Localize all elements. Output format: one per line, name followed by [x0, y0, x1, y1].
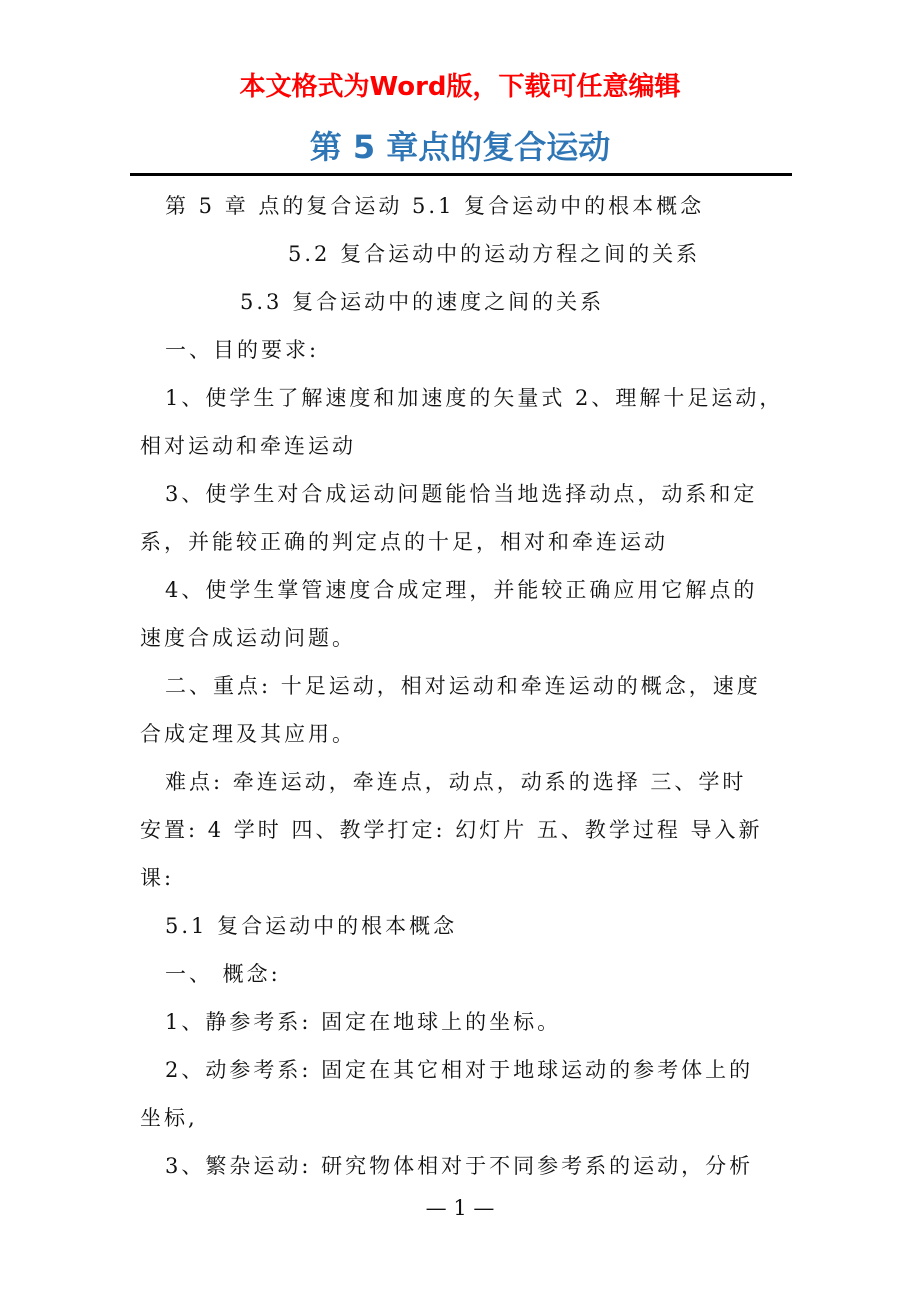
text-line: 二、重点: 十足运动，相对运动和牵连运动的概念，速度: [165, 674, 761, 698]
text-line: 相对运动和牵连运动: [140, 434, 356, 458]
text-line: 难点: 牵连运动，牵连点，动点，动系的选择 三、学时: [165, 770, 747, 794]
text-line: 安置: 4 学时 四、教学打定: 幻灯片 五、教学过程 导入新: [140, 818, 763, 842]
text-line: 速度合成运动问题。: [140, 626, 356, 650]
download-banner: 本文格式为Word版，下载可任意编辑: [239, 72, 681, 102]
text-line: 1、使学生了解速度和加速度的矢量式 2、理解十足运动，: [165, 386, 784, 410]
text-line: 合成定理及其应用。: [140, 722, 356, 746]
text-line: 1、静参考系: 固定在地球上的坐标。: [165, 1010, 562, 1034]
title-divider: [130, 173, 792, 176]
text-line: 5.3 复合运动中的速度之间的关系: [240, 290, 605, 314]
page-title: 第 5 章点的复合运动: [309, 128, 611, 166]
document-body: [140, 187, 785, 1195]
text-line: 第 5 章 点的复合运动 5.1 复合运动中的根本概念: [165, 194, 705, 218]
text-line: 2、动参考系: 固定在其它相对于地球运动的参考体上的: [165, 1058, 754, 1082]
page-number: — 1 —: [425, 1196, 495, 1220]
text-line: 一、目的要求:: [165, 338, 320, 362]
text-line: 3、繁杂运动: 研究物体相对于不同参考系的运动，分析: [165, 1154, 754, 1178]
text-line: 5.1 复合运动中的根本概念: [165, 914, 458, 938]
text-line: 一、 概念:: [165, 962, 281, 986]
text-line: 课:: [140, 866, 175, 890]
text-line: 3、使学生对合成运动问题能恰当地选择动点，动系和定: [165, 482, 758, 506]
text-line: 坐标,: [140, 1106, 198, 1130]
text-line: 系，并能较正确的判定点的十足，相对和牵连运动: [140, 530, 668, 554]
text-line: 5.2 复合运动中的运动方程之间的关系: [288, 242, 701, 266]
text-line: 4、使学生掌管速度合成定理，并能较正确应用它解点的: [165, 578, 758, 602]
